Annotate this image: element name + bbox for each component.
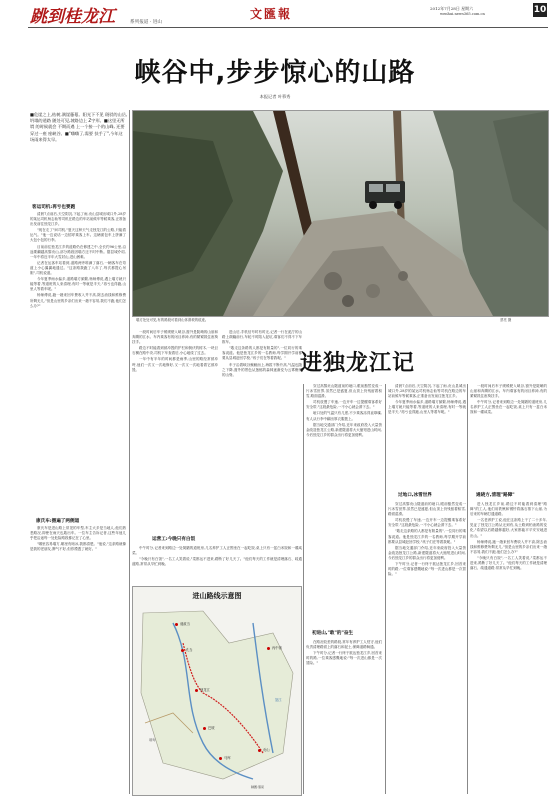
body-column-2b bbox=[132, 546, 302, 582]
body-column-1 bbox=[30, 212, 126, 512]
calligraphy-logo: 跳到桂龙江 bbox=[30, 7, 115, 27]
paragraph: 穿过高黎贡山隧道前的垭口,眼前豁然变成一片冰雪世界,虽然已是盛夏,但山顶上仍残留着积雪,路面湿滑。 bbox=[306, 384, 382, 399]
column-divider bbox=[467, 384, 468, 794]
section-big-title: 进独龙江记 bbox=[300, 350, 416, 376]
paragraph: "敢走这条路的人都是有胆量的",一位同行的乘客说道。他是独龙江乡的一名教师,每学期开学前都要从县城赶回学校,"孩子们在等着我呢。" bbox=[222, 346, 302, 361]
map-svg bbox=[133, 603, 301, 789]
route-map bbox=[132, 586, 302, 796]
paragraph: "现在走了"问司机,"夏天这种天气走独龙江的公路,只能看运气。"他一边说话一边招呼乘客上车。这辆面包车上挤满了大包小包的行李。 bbox=[30, 228, 126, 243]
body-column-4 bbox=[306, 384, 382, 624]
map-marker-kongdang bbox=[181, 649, 184, 652]
paper-name: 文匯報 bbox=[250, 7, 293, 21]
paragraph: 进山后,手机信号时有时无,记者一行在泥泞的山路上颠簸前行,车轮不时陷入泥坑,乘客们不得不下车推车。 bbox=[222, 330, 302, 345]
paragraph: 进入独龙江乡前,路边不时能看到清理"路障"的工人,他们用铁锹和钢钎将落石推下山崖,为后来的车辆打通道路。 bbox=[470, 502, 547, 517]
map-marker-bingzhongluo bbox=[267, 647, 270, 650]
paragraph: "敢走这条路的人都是有胆量的",一位同行的乘客说道。他是独龙江乡的一名教师,每学期开学前都要从县城赶回学校,"孩子们在等着我呢。" bbox=[388, 529, 466, 544]
body-column-5b bbox=[388, 502, 466, 794]
body-column-1b bbox=[30, 526, 126, 696]
section-label: 系列报道 · 进山 bbox=[130, 20, 162, 25]
paragraph: 中午时分,记者来到路边一处简陋的道班房,几名养护工人正围坐在一起吃饭,桌上只有一盆白米饭和一碟咸菜。 bbox=[132, 546, 302, 556]
paragraph: 在路况较差的路段,常年有养护工人驻守,他们负责清理路面上的落石和泥土,保障道路畅通。 bbox=[306, 640, 382, 650]
subhead-4: 初进山,"敢"的"奋生 bbox=[312, 631, 354, 636]
map-country-label: 缅甸 bbox=[149, 738, 156, 742]
map-label: 迪政当 bbox=[180, 622, 190, 626]
masthead bbox=[0, 0, 551, 28]
paragraph: 下午时分,记者一行终于抵达独龙江乡,回首来时的路,一位乘客感慨地说:"每一次进山都是一次冒险。" bbox=[306, 651, 382, 666]
paragraph: 司机放慢了车速,一边开车一边提醒乘客系好安全带,"这段最危险,一不小心就会滑下去。" bbox=[306, 400, 382, 410]
paragraph: 记者在运客车站看到,道路两旁堆满了落石,一辆客车在弯道上小心翼翼地通过。"这条路我跑了八年了,每次都提心吊胆",司机说道。 bbox=[30, 260, 126, 276]
photo-svg bbox=[133, 111, 548, 316]
subhead-5: 过地口,冰雪世界 bbox=[398, 493, 432, 498]
map-credit: 制图:蔡亮 bbox=[251, 785, 265, 789]
body-column-3 bbox=[222, 330, 302, 530]
map-label: 巴坡 bbox=[208, 726, 215, 730]
paragraph: 一年中有半年的时间都是雨季,山里的路经常被冲垮,他们一次又一次地修好,又一次又一次地看着它被冲毁。 bbox=[132, 357, 218, 372]
page-number-badge: 10 bbox=[533, 5, 547, 15]
body-column-5 bbox=[388, 384, 466, 488]
map-title: 进山路线示意图 bbox=[192, 592, 242, 600]
subhead-1: 客运司机:再亏也要跑 bbox=[32, 205, 76, 210]
photo-credit: 蔡亮 摄 bbox=[500, 318, 512, 322]
paragraph: 穿过高黎贡山隧道前的垭口,眼前豁然变成一片冰雪世界,虽然已是盛夏,但山顶上仍残留着积雪,路面湿滑。 bbox=[388, 502, 466, 517]
paragraph: "今晚只有白饭",一名工人笑着说,"菜都运不进来,路断了好几天了。"他们每天的工作就是清理落石、疏通道路,常常从早忙到晚。 bbox=[132, 557, 302, 567]
map-marker-dizhengdang bbox=[175, 623, 178, 626]
map-label: 孔当 bbox=[186, 648, 193, 652]
body-column-4b bbox=[306, 640, 382, 794]
paragraph: "今晚只有白饭",一名工人笑着说,"菜都运不进来,路断了好几天了。"他们每天的工作就是清理落石、疏通道路,常常从早忙到晚。 bbox=[470, 555, 547, 571]
paragraph: 杨师傅说,跑一趟来回车费收入并不高,除去油钱和维修费所剩无几,"但是山里的乡亲们出来一趟不容易,我们不跑,他们怎么办?" bbox=[30, 293, 126, 308]
paragraph: 清晨7点前后,天空阴沉,下起了雨,贡山县城出城口外,28岁的某运司机杨志仙等司机在路边的车站前候车等候乘客,正准备出发前往独龙江乡。 bbox=[30, 212, 126, 227]
paragraph: 中午时分,记者来到路边一处简陋的道班房,几名养护工人正围坐在一起吃饭,桌上只有一盆白米饭和一碟咸菜。 bbox=[470, 400, 547, 415]
subhead-6: 通晓方,清理"路障" bbox=[476, 493, 515, 498]
paragraph: 垭口处的气温只有几度,不少乘客冻得直哆嗦,有人从行李中翻出厚衣服披上。 bbox=[306, 411, 382, 421]
map-label: 马库 bbox=[224, 756, 231, 760]
map-marker-dulongjiang bbox=[195, 689, 198, 692]
map-label: 独龙江 bbox=[200, 688, 210, 692]
paragraph: 一段时间后车子缓缓驶入峡谷,窗外是陡峭的山崖和奔腾的江水。车内乘客有的闭目养神,有的紧紧抓住座椅扶手。 bbox=[132, 330, 218, 345]
paragraph: 一名老养护工说,他在这条路上干了二十多年,见证了独龙江公路从无到有,从土路到柏油路的变化,"希望以后路越修越好,大家都能平平安安地进出山。" bbox=[470, 518, 547, 538]
photo-caption: 塌方处处可见,有的路段可看到山体滑坡的痕迹。 bbox=[136, 318, 209, 322]
date-line: 2012年7月28日 星期六 bbox=[430, 6, 474, 11]
map-marker-bapo bbox=[203, 727, 206, 730]
paragraph: 一段时间后车子缓缓驶入峡谷,窗外是陡峭的山崖和奔腾的江水。车内乘客有的闭目养神,有的紧紧抓住座椅扶手。 bbox=[470, 384, 547, 399]
map-label: 贡山 bbox=[263, 748, 270, 752]
paragraph: 杨师傅说,跑一趟来回车费收入并不高,除去油钱和维修费所剩无几,"但是山里的乡亲们出来一趟不容易,我们不跑,他们怎么办?" bbox=[470, 539, 547, 554]
paragraph: 下午时分,记者一行终于抵达独龙江乡,回首来时的路,一位乘客感慨地说:"每一次进山都是一次冒险。" bbox=[388, 562, 466, 577]
page-title: 峡谷中,步步惊心的山路 bbox=[134, 58, 416, 88]
column-divider bbox=[303, 384, 304, 794]
subhead-3: 运营工:今晚只有白饭 bbox=[152, 537, 196, 542]
byline: 本报记者 叶慕秀 bbox=[259, 94, 291, 99]
paragraph: 司机放慢了车速,一边开车一边提醒乘客系好安全带,"这段最危险,一不小心就会滑下去。" bbox=[388, 518, 466, 528]
body-column-6b bbox=[470, 502, 547, 794]
map-river-label: 怒江 bbox=[275, 698, 282, 702]
body-column-2 bbox=[132, 330, 218, 530]
website: wenhui.news365.com.cn bbox=[440, 12, 485, 16]
paragraph: 今年夏季雨水偏多,道路塌方频繁,杨师傅说,遇上塌方就只能等着,等道班的人来清理,有时一等就是半天,"再亏也得跑,山里人等着车呢。" bbox=[388, 400, 466, 415]
paragraph: 据当地交通部门介绍,近年来政府投入大量资金改造独龙江公路,新建隧道将大大缩短进山时间,今后独龙江乡的群众出行将更加便利。 bbox=[306, 422, 382, 437]
paragraph: 康氏车是进山路上常见的车型,车主大多是当地人,他们熟悉路况,即使在雨天也敢出车。一位车主告诉记者,这些年他几乎把沿途每一处危险路段都记在了心里。 bbox=[30, 526, 126, 541]
column-divider bbox=[129, 110, 130, 794]
column-divider bbox=[385, 384, 386, 794]
subhead-2: 康氏车:摄遍了两侧道 bbox=[36, 519, 80, 524]
masthead-rule bbox=[28, 27, 548, 28]
paragraph: 路边不时能看到被冲毁的护栏和倒伏的树木,一块巨石横在路中央,司机下车查看后,小心地绕了过去。 bbox=[132, 346, 218, 356]
paragraph: 车子沿着峡谷蜿蜒而上,海拔不断升高,气温也随之下降,窗外的景色从葱郁的森林逐渐变为云雾缭绕的山脊。 bbox=[222, 362, 302, 377]
map-marker-gongshan bbox=[258, 749, 261, 752]
paragraph: 今年夏季雨水偏多,道路塌方频繁,杨师傅说,遇上塌方就只能等着,等道班的人来清理,有时一等就是半天,"再亏也得跑,山里人等着车呢。" bbox=[30, 277, 126, 292]
paragraph: 清晨7点前后,天空阴沉,下起了雨,贡山县城出城口外,28岁的某运司机杨志仙等司机在路边的车站前候车等候乘客,正准备出发前往独龙江乡。 bbox=[388, 384, 466, 399]
paragraph: 据当地交通部门介绍,近年来政府投入大量资金改造独龙江公路,新建隧道将大大缩短进山时间,今后独龙江乡的群众出行将更加便利。 bbox=[388, 545, 466, 560]
intro-text: ■危崖之上,枯树,满崖藤蔓。阳光下不见 斑驳的山岳,坍塌的道路 随处可见,坡路边上 Z字形。■这里无所谓 的时候就会 不期而遇 上一个接一个的山峰, 还要穿过一座 座峡谷。■"嗨嗨了,需要 扶手了",今年这 场雨来得太早。 bbox=[30, 112, 128, 142]
map-marker-maku bbox=[219, 757, 222, 760]
paragraph: "哪里容易塌方,哪里有暗冰,我都清楚。"他说,"这条路就像是我的老朋友,脾气不好,但你摸透了就好。" bbox=[30, 542, 126, 552]
body-column-6 bbox=[470, 384, 547, 488]
landslide-road-photo bbox=[132, 110, 549, 317]
paragraph: 目前前往独龙江乡的道路仍在修建之中,全长约96公里,沿途要翻越高黎贡山,部分路段因塌方还不时中断。据县城介绍,一年中将近半年大雪封山,进山困难。 bbox=[30, 244, 126, 259]
map-label: 丙中洛 bbox=[272, 646, 282, 650]
